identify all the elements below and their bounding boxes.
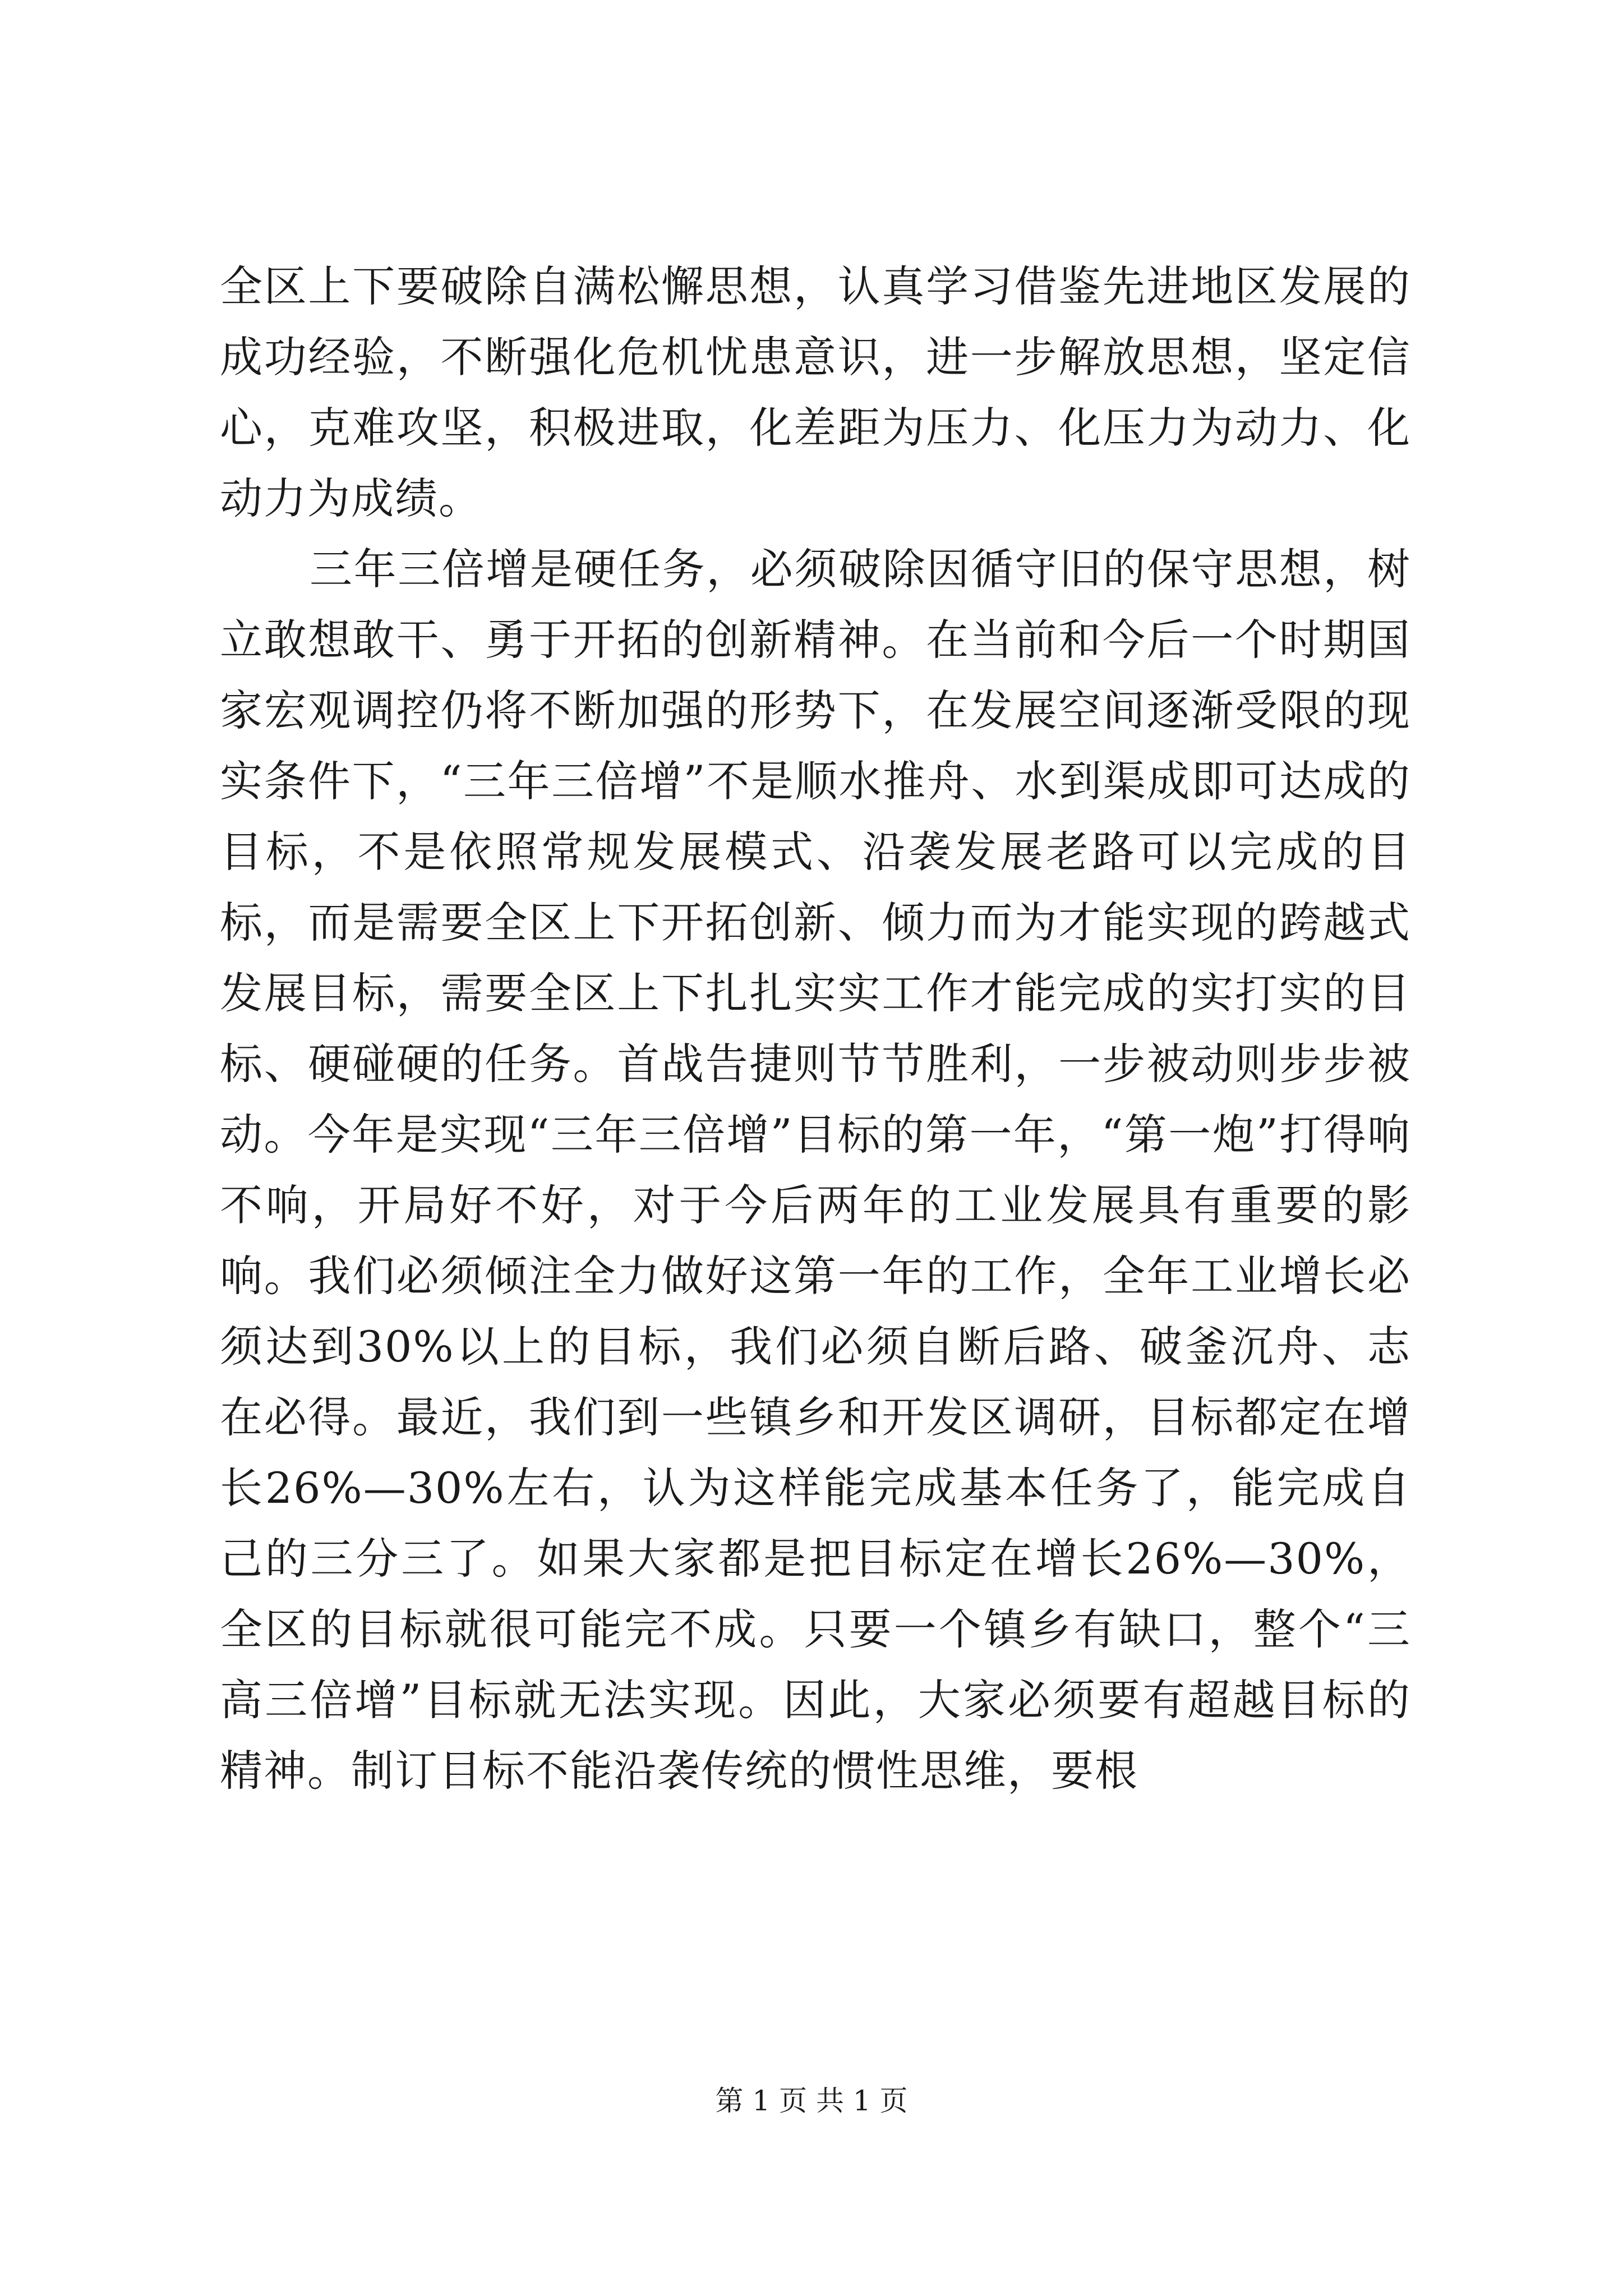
page-footer: 第 1 页 共 1 页 [715,2085,908,2117]
document-body [220,251,1411,1806]
paragraph-1: 全区上下要破除自满松懈思想，认真学习借鉴先进地区发展的成功经验，不断强化危机忧患意识，进一步解放思想，坚定信心，克难攻坚，积极进取，化差距为压力、化压力为动力、化动力为成绩。 [220,261,1411,523]
paragraph-2: 三年三倍增是硬任务，必须破除因循守旧的保守思想，树立敢想敢干、勇于开拓的创新精神。在当前和今后一个时期国家宏观调控仍将不断加强的形势下，在发展空间逐渐受限的现实条件下，“三年三倍增”不是顺水推舟、水到渠成即可达成的目标，不是依照常规发展模式、沿袭发展老路可以完成的目标，而是需要全区上下开拓创新、倾力而为才能实现的跨越式发展目标，需要全区上下扎扎实实工作才能完成的实打实的目标、硬碰硬的任务。首战告捷则节节胜利，一步被动则步步被动。今年是实现“三年三倍增”目标的第一年，“第一炮”打得响不响，开局好不好，对于今后两年的工业发展具有重要的影响。我们必须倾注全力做好这第一年的工作，全年工业增长必须达到30%以上的目标，我们必须自断后路、破釜沉舟、志在必得。最近，我们到一些镇乡和开发区调研，目标都定在增长26%—30%左右，认为这样能完成基本任务了，能完成自己的三分三了。如果大家都是把目标定在增长26%—30%，全区的目标就很可能完不成。只要一个镇乡有缺口，整个“三高三倍增”目标就无法实现。因此，大家必须要有超越目标的精神。制订目标不能沿袭传统的惯性思维，要根 [220,544,1411,1796]
